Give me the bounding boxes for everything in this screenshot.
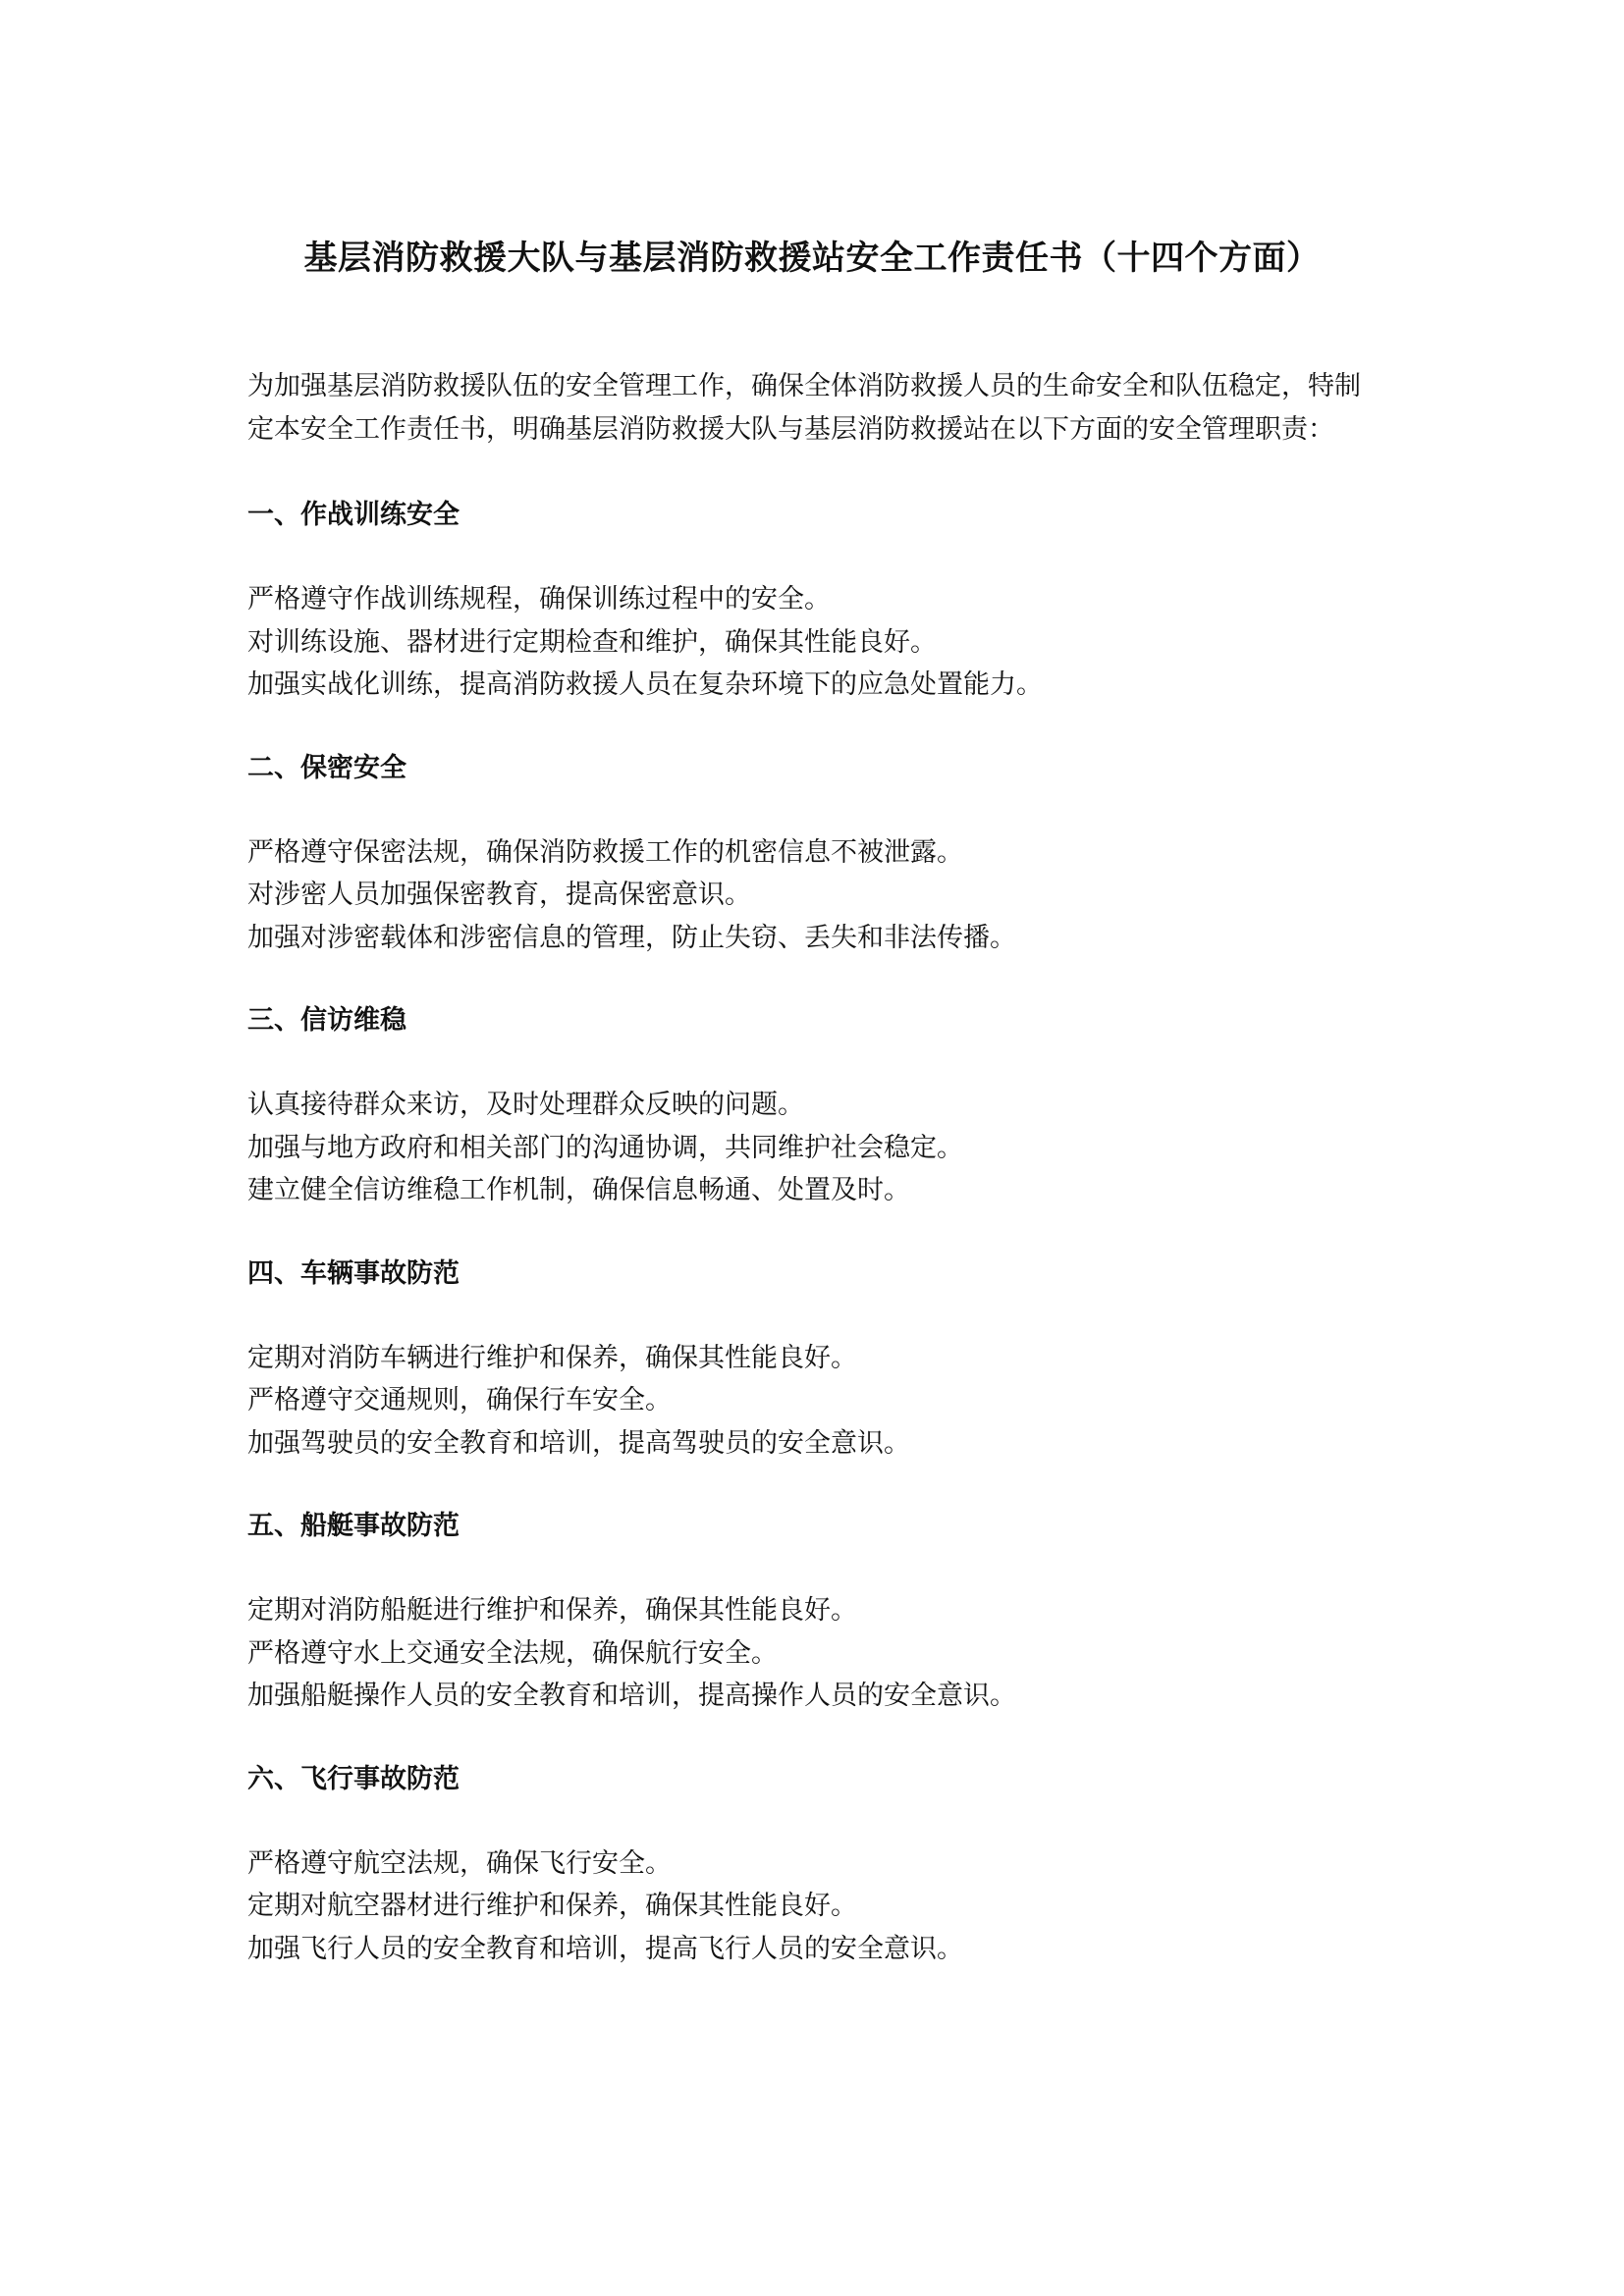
section-heading: 四、车辆事故防范 [247, 1257, 460, 1289]
section-item: 严格遵守航空法规，确保飞行安全。 [247, 1847, 672, 1879]
section-item: 建立健全信访维稳工作机制，确保信息畅通、处置及时。 [247, 1175, 910, 1205]
section-combat-training-safety [247, 494, 1386, 707]
section-items [247, 578, 1386, 707]
section-heading: 一、作战训练安全 [247, 500, 460, 530]
section-item: 加强飞行人员的安全教育和培训，提高飞行人员的安全意识。 [247, 1933, 963, 1964]
document-body [247, 365, 1386, 2010]
section-item: 对训练设施、器材进行定期检查和维护，确保其性能良好。 [247, 626, 937, 658]
section-heading: 六、飞行事故防范 [247, 1763, 460, 1794]
section-item: 定期对消防车辆进行维护和保养，确保其性能良好。 [247, 1342, 857, 1373]
intro-paragraph: 为加强基层消防救援队伍的安全管理工作，确保全体消防救援人员的生命安全和队伍稳定，特制定本安全工作责任书，明确基层消防救援大队与基层消防救援站在以下方面的安全管理职责： [247, 371, 1361, 445]
section-heading: 三、信访维稳 [247, 1005, 406, 1036]
section-items [247, 1589, 1386, 1718]
section-item: 加强对涉密载体和涉密信息的管理，防止失窃、丢失和非法传播。 [247, 922, 1016, 953]
section-item: 严格遵守水上交通安全法规，确保航行安全。 [247, 1637, 778, 1669]
section-vehicle-accident-prevention [247, 1253, 1386, 1466]
section-item: 加强驾驶员的安全教育和培训，提高驾驶员的安全意识。 [247, 1427, 910, 1459]
section-flight-accident-prevention [247, 1758, 1386, 1971]
section-confidentiality-safety [247, 747, 1386, 960]
section-items [247, 1842, 1386, 1971]
section-heading: 五、船艇事故防范 [247, 1511, 460, 1541]
document-title: 基层消防救援大队与基层消防救援站安全工作责任书（十四个方面） [303, 239, 1321, 278]
section-item: 定期对消防船艇进行维护和保养，确保其性能良好。 [247, 1595, 857, 1626]
section-item: 加强船艇操作人员的安全教育和培训，提高操作人员的安全意识。 [247, 1681, 1016, 1711]
section-item: 加强与地方政府和相关部门的沟通协调，共同维护社会稳定。 [247, 1132, 963, 1163]
section-item: 定期对航空器材进行维护和保养，确保其性能良好。 [247, 1891, 857, 1921]
section-item: 认真接待群众来访，及时处理群众反映的问题。 [247, 1090, 804, 1120]
section-items [247, 1084, 1386, 1212]
section-item: 对涉密人员加强保密教育，提高保密意识。 [247, 880, 751, 910]
section-items [247, 1337, 1386, 1466]
section-item: 严格遵守保密法规，确保消防救援工作的机密信息不被泄露。 [247, 836, 963, 868]
section-boat-accident-prevention [247, 1505, 1386, 1718]
section-item: 严格遵守交通规则，确保行车安全。 [247, 1385, 672, 1415]
section-petition-stability [247, 999, 1386, 1212]
section-items [247, 831, 1386, 960]
section-heading: 二、保密安全 [247, 752, 406, 783]
section-item: 加强实战化训练，提高消防救援人员在复杂环境下的应急处置能力。 [247, 669, 1043, 700]
section-item: 严格遵守作战训练规程，确保训练过程中的安全。 [247, 584, 831, 614]
